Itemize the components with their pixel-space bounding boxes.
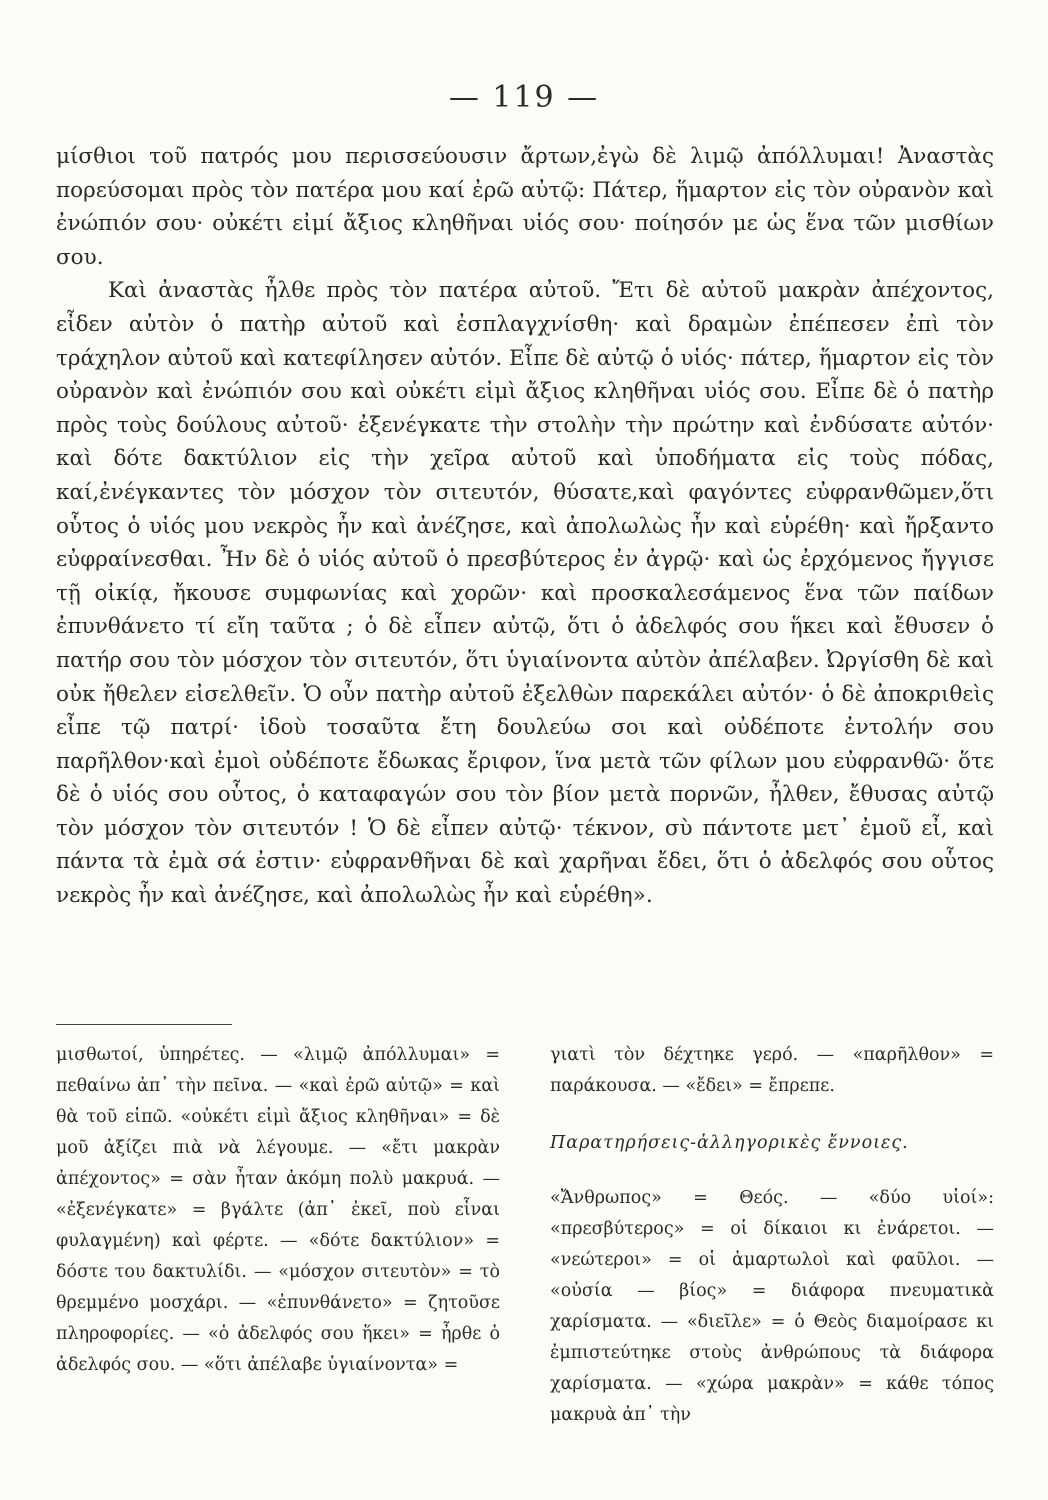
footnotes bbox=[56, 1040, 994, 1431]
footnote-left-text: μισθωτοί, ὑπηρέτες. — «λιμῷ ἀπόλλυμαι» = πεθαίνω ἀπ᾿ τὴν πεῖνα. — «καὶ ἐρῶ αὐτῷ» = καὶ θὰ τοῦ εἰπῶ. «οὐκέτι εἰμὶ ἄξιος κληθῆναι» = δὲ μοῦ ἀξίζει πιὰ νὰ λέγουμε. — «ἔτι μακρὰν ἀπέχοντος» = σὰν ἦταν ἀκόμη πολὺ μακρυά. — «ἐξενέγκατε» = βγάλτε (ἀπ᾿ ἐκεῖ, ποὺ εἶναι φυλαγμένη) καὶ φέρτε. — «δότε δακτύλιον» = δόστε του δακτυλίδι. — «μόσχον σιτευτὸν» = τὸ θρεμμένο μοσχάρι. — «ἐπυνθάνετο» = ζητοῦσε πληροφορίες. — «ὁ ἀδελφός σου ἥκει» = ἦρθε ὁ ἀδελφός σου. — «ὅτι ἀπέλαβε ὑγιαίνοντα» = bbox=[56, 1045, 500, 1375]
footnotes-right-column bbox=[550, 1040, 994, 1431]
footnote-right-top: γιατὶ τὸν δέχτηκε γερό. — «παρῆλθον» = παράκουσα. — «ἔδει» = ἔπρεπε. bbox=[550, 1045, 994, 1096]
footnotes-left-column bbox=[56, 1040, 500, 1431]
footnote-right-bottom: «Ἄνθρωπος» = Θεός. — «δύο υἱοί»: «πρεσβύτερος» = οἱ δίκαιοι κι ἐνάρετοι. — «νεώτεροι» = οἱ ἁμαρτωλοὶ καὶ φαῦλοι. — «οὐσία — βίος» = διάφορα πνευματικὰ χαρίσματα. — «διεῖλε» = ὁ Θεὸς διαμοίρασε κι ἐμπιστεύτηκε στοὺς ἀνθρώπους τὰ διάφορα χαρίσματα. — «χώρα μακρὰν» = κάθε τόπος μακρυὰ ἀπ᾿ τὴν bbox=[550, 1188, 994, 1425]
footnote-divider bbox=[56, 1024, 232, 1025]
paragraph-1: μίσθιοι τοῦ πατρός μου περισσεύουσιν ἄρτων,ἐγὼ δὲ λιμῷ ἀπόλλυμαι! Ἀναστὰς πορεύσομαι πρὸς τὸν πατέρα μου καί ἐρῶ αὐτῷ: Πάτερ, ἥμαρτον εἰς τὸν οὐρανὸν καὶ ἐνώπιόν σου· οὐκέτι εἰμί ἄξιος κληθῆναι υἱός σου· ποίησόν με ὡς ἕνα τῶν μισθίων σου. bbox=[56, 144, 994, 270]
main-text bbox=[56, 140, 994, 913]
page-number: — 119 — bbox=[448, 80, 600, 115]
paragraph-2: Καὶ ἀναστὰς ἦλθε πρὸς τὸν πατέρα αὐτοῦ. Ἔτι δὲ αὐτοῦ μακρὰν ἀπέχοντος, εἶδεν αὐτὸν ὁ πατὴρ αὐτοῦ καὶ ἐσπλαγχνίσθη· καὶ δραμὼν ἐπέπεσεν ἐπὶ τὸν τράχηλον αὐτοῦ καὶ κατεφίλησεν αὐτόν. Εἶπε δὲ αὐτῷ ὁ υἱός· πάτερ, ἥμαρτον εἰς τὸν οὐρανὸν καὶ ἐνώπιόν σου καὶ οὐκέτι εἰμὶ ἄξιος κληθῆναι υἱός σου. Εἶπε δὲ ὁ πατὴρ πρὸς τοὺς δούλους αὐτοῦ· ἐξενέγκατε τὴν στολὴν τὴν πρώτην καὶ ἐνδύσατε αὐτόν· καὶ δότε δακτύλιον εἰς τὴν χεῖρα αὐτοῦ καὶ ὑποδήματα εἰς τοὺς πόδας, καί,ἐνέγκαντες τὸν μόσχον τὸν σιτευτόν, θύσατε,καὶ φαγόντες εὐφρανθῶμεν,ὅτι οὗτος ὁ υἱός μου νεκρὸς ἦν καὶ ἀνέζησε, καὶ ἀπολωλὼς ἦν καὶ εὑρέθη· καὶ ἤρξαντο εὐφραίνεσθαι. Ἦν δὲ ὁ υἱός αὐτοῦ ὁ πρεσβύτερος ἐν ἀγρῷ· καὶ ὡς ἐρχόμενος ἤγγισε τῇ οἰκίᾳ, ἤκουσε συμφωνίας καὶ χορῶν· καὶ προσκαλεσάμενος ἕνα τῶν παίδων ἐπυνθάνετο τί εἴη ταῦτα ; ὁ δὲ εἶπεν αὐτῷ, ὅτι ὁ ἀδελφός σου ἥκει καὶ ἔθυσεν ὁ πατήρ σου τὸν μόσχον τὸν σιτευτόν, ὅτι ὑγιαίνοντα αὐτὸν ἀπέλαβεν. Ὠργίσθη δὲ καὶ οὐκ ἤθελεν εἰσελθεῖν. Ὁ οὖν πατὴρ αὐτοῦ ἐξελθὼν παρεκάλει αὐτόν· ὁ δὲ ἀποκριθεὶς εἶπε τῷ πατρί· ἰδοὺ τοσαῦτα ἔτη δουλεύω σοι καὶ οὐδέποτε ἐντολήν σου παρῆλθον·καὶ ἐμοὶ οὐδέποτε ἔδωκας ἔριφον, ἵνα μετὰ τῶν φίλων μου εὐφρανθῶ· ὅτε δὲ ὁ υἱός σου οὗτος, ὁ καταφαγών σου τὸν βίον μετὰ πορνῶν, ἦλθεν, ἔθυσας αὐτῷ τὸν μόσχον τὸν σιτευτόν ! Ὁ δὲ εἶπεν αὐτῷ· τέκνον, σὺ πάντοτε μετ᾿ ἐμοῦ εἶ, καὶ πάντα τὰ ἐμὰ σά ἐστιν· εὐφρανθῆναι δὲ καὶ χαρῆναι ἔδει, ὅτι ὁ ἀδελφός σου οὗτος νεκρὸς ἦν καὶ ἀνέζησε, καὶ ἀπολωλὼς ἦν καὶ εὑρέθη». bbox=[56, 278, 994, 909]
observations-heading: Παρατηρήσεις-ἀλληγορικὲς ἔννοιες. bbox=[550, 1133, 909, 1153]
